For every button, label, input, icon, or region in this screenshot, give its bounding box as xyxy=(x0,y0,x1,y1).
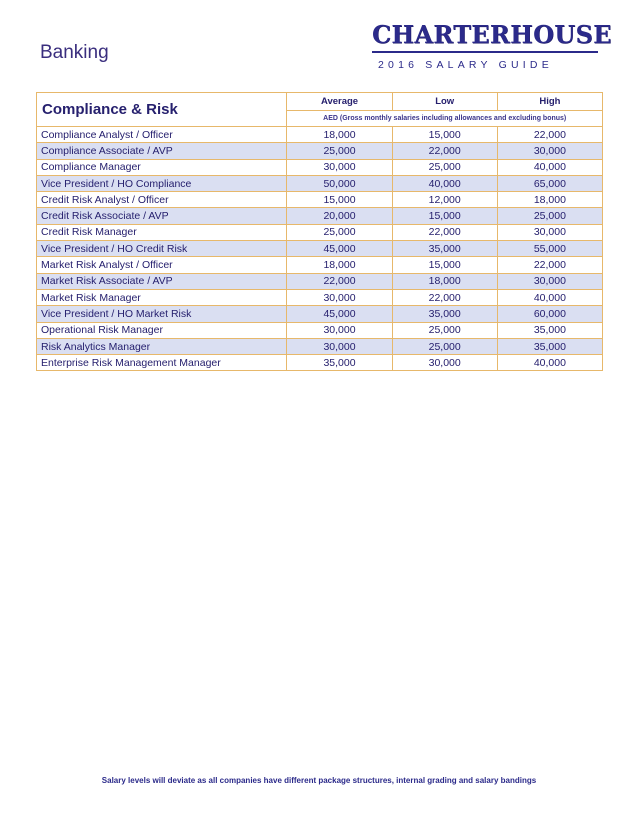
low-cell: 25,000 xyxy=(392,338,497,354)
brand-name: CHARTERHOUSE xyxy=(372,20,612,49)
low-cell: 15,000 xyxy=(392,257,497,273)
category-heading: Compliance & Risk xyxy=(37,93,287,127)
role-cell: Compliance Manager xyxy=(37,159,287,175)
high-cell: 60,000 xyxy=(497,306,602,322)
role-cell: Vice President / HO Market Risk xyxy=(37,306,287,322)
role-cell: Market Risk Manager xyxy=(37,289,287,305)
section-title: Banking xyxy=(40,42,109,63)
average-cell: 45,000 xyxy=(287,241,392,257)
table-row xyxy=(37,257,603,273)
average-cell: 30,000 xyxy=(287,322,392,338)
role-cell: Credit Risk Analyst / Officer xyxy=(37,192,287,208)
average-cell: 25,000 xyxy=(287,143,392,159)
average-cell: 30,000 xyxy=(287,159,392,175)
low-cell: 12,000 xyxy=(392,192,497,208)
table-row xyxy=(37,224,603,240)
low-cell: 22,000 xyxy=(392,143,497,159)
role-cell: Vice President / HO Credit Risk xyxy=(37,241,287,257)
table-row xyxy=(37,355,603,371)
charterhouse-logo xyxy=(372,20,612,71)
high-cell: 30,000 xyxy=(497,273,602,289)
salary-rows xyxy=(37,127,603,371)
average-cell: 25,000 xyxy=(287,224,392,240)
role-cell: Compliance Associate / AVP xyxy=(37,143,287,159)
low-cell: 30,000 xyxy=(392,355,497,371)
high-cell: 40,000 xyxy=(497,355,602,371)
low-cell: 40,000 xyxy=(392,175,497,191)
high-cell: 30,000 xyxy=(497,143,602,159)
average-cell: 15,000 xyxy=(287,192,392,208)
average-cell: 20,000 xyxy=(287,208,392,224)
role-cell: Market Risk Associate / AVP xyxy=(37,273,287,289)
high-cell: 18,000 xyxy=(497,192,602,208)
table-row xyxy=(37,273,603,289)
high-cell: 22,000 xyxy=(497,127,602,143)
role-cell: Credit Risk Associate / AVP xyxy=(37,208,287,224)
high-cell: 65,000 xyxy=(497,175,602,191)
table-row xyxy=(37,192,603,208)
high-cell: 55,000 xyxy=(497,241,602,257)
salary-note: AED (Gross monthly salaries including allowances and excluding bonus) xyxy=(287,110,603,126)
role-cell: Credit Risk Manager xyxy=(37,224,287,240)
role-cell: Operational Risk Manager xyxy=(37,322,287,338)
table-row xyxy=(37,143,603,159)
table-row xyxy=(37,159,603,175)
table-row xyxy=(37,175,603,191)
table-row xyxy=(37,338,603,354)
average-cell: 45,000 xyxy=(287,306,392,322)
high-cell: 30,000 xyxy=(497,224,602,240)
average-cell: 35,000 xyxy=(287,355,392,371)
footer-disclaimer: Salary levels will deviate as all companies have different package structures, internal grading and salary bandings xyxy=(101,776,537,785)
role-cell: Market Risk Analyst / Officer xyxy=(37,257,287,273)
brand-underline xyxy=(372,51,598,53)
column-header-high: High xyxy=(497,93,602,111)
role-cell: Risk Analytics Manager xyxy=(37,338,287,354)
salary-table xyxy=(36,92,603,371)
low-cell: 35,000 xyxy=(392,241,497,257)
table-row xyxy=(37,241,603,257)
low-cell: 35,000 xyxy=(392,306,497,322)
role-cell: Compliance Analyst / Officer xyxy=(37,127,287,143)
table-row xyxy=(37,127,603,143)
low-cell: 18,000 xyxy=(392,273,497,289)
average-cell: 22,000 xyxy=(287,273,392,289)
low-cell: 15,000 xyxy=(392,127,497,143)
low-cell: 25,000 xyxy=(392,159,497,175)
guide-subtitle: 2016 SALARY GUIDE xyxy=(378,59,553,71)
high-cell: 40,000 xyxy=(497,159,602,175)
role-cell: Vice President / HO Compliance xyxy=(37,175,287,191)
high-cell: 25,000 xyxy=(497,208,602,224)
high-cell: 22,000 xyxy=(497,257,602,273)
average-cell: 30,000 xyxy=(287,338,392,354)
table-row xyxy=(37,322,603,338)
low-cell: 22,000 xyxy=(392,289,497,305)
table-row xyxy=(37,208,603,224)
column-header-low: Low xyxy=(392,93,497,111)
average-cell: 18,000 xyxy=(287,127,392,143)
table-row xyxy=(37,289,603,305)
low-cell: 25,000 xyxy=(392,322,497,338)
high-cell: 35,000 xyxy=(497,322,602,338)
high-cell: 35,000 xyxy=(497,338,602,354)
average-cell: 30,000 xyxy=(287,289,392,305)
low-cell: 22,000 xyxy=(392,224,497,240)
low-cell: 15,000 xyxy=(392,208,497,224)
average-cell: 50,000 xyxy=(287,175,392,191)
average-cell: 18,000 xyxy=(287,257,392,273)
high-cell: 40,000 xyxy=(497,289,602,305)
table-row xyxy=(37,306,603,322)
role-cell: Enterprise Risk Management Manager xyxy=(37,355,287,371)
column-header-average: Average xyxy=(287,93,392,111)
